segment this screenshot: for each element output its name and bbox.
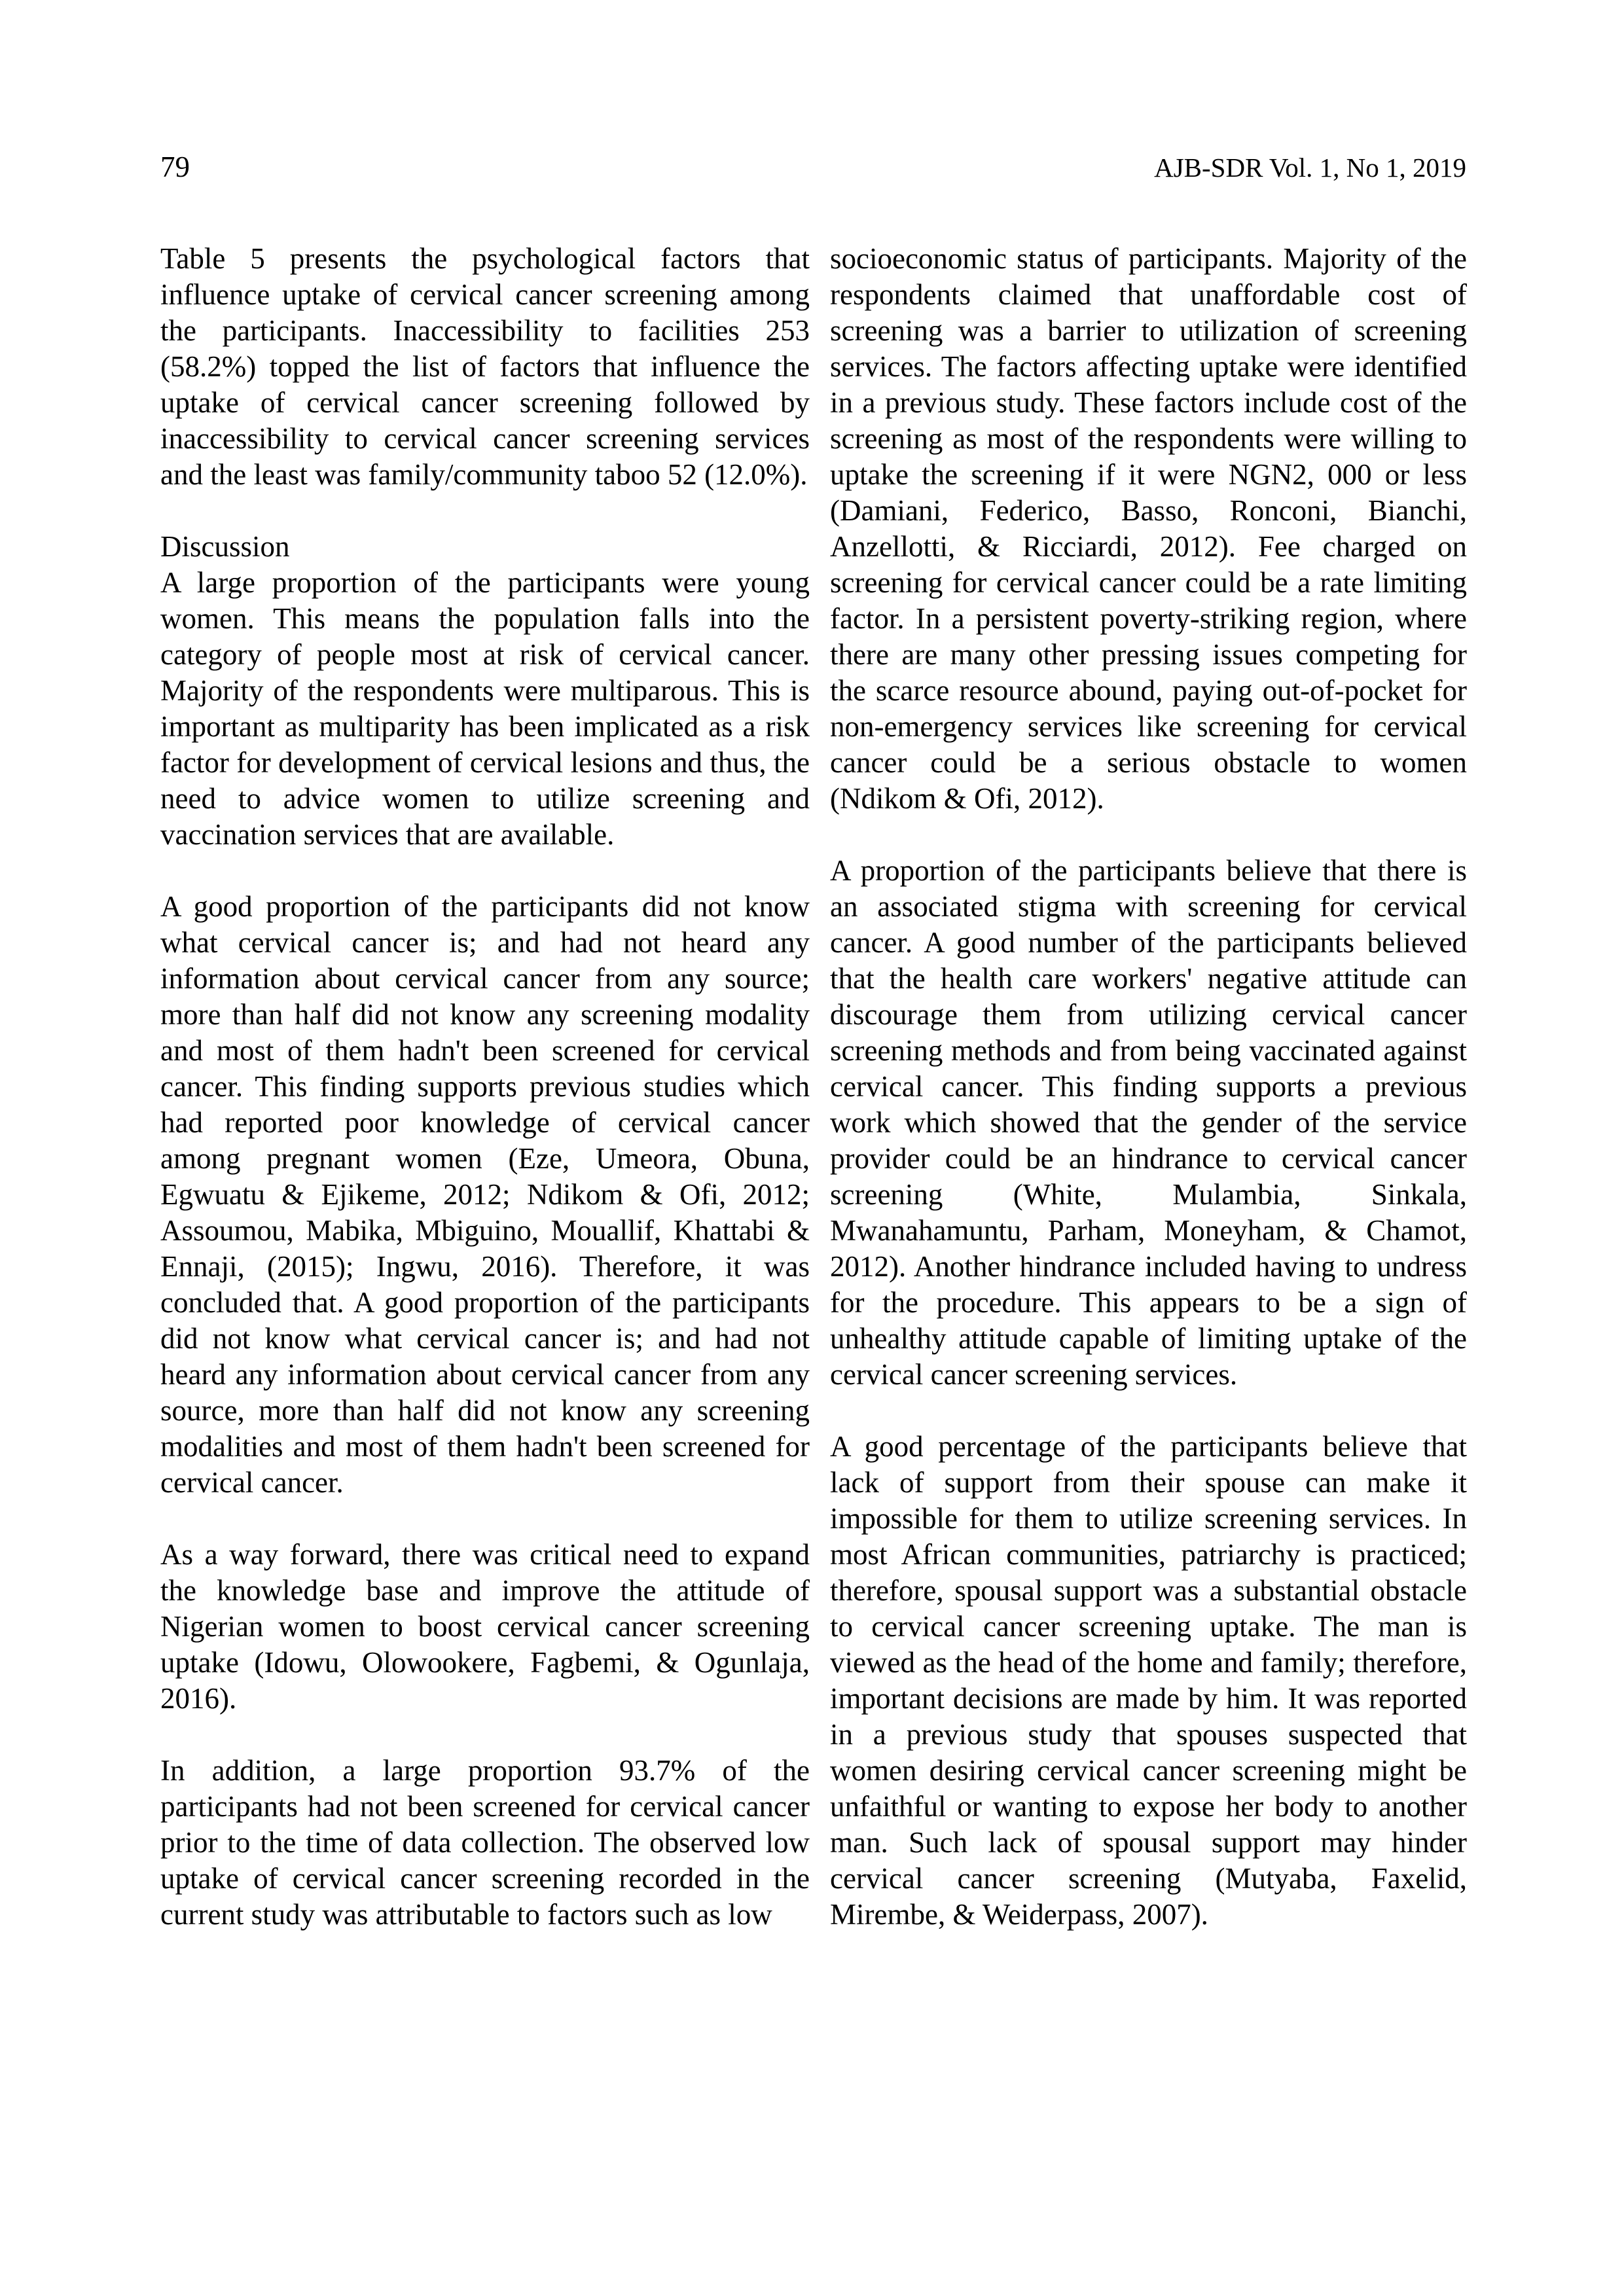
paragraph-way-forward: As a way forward, there was critical need to expand the knowledge base and improve the attitude of Nigerian women to boost cervical cancer screening uptake (Idowu, Olowookere, Fagbemi, & Ogunlaja, 2016). — [160, 1538, 810, 1715]
left-column — [160, 241, 810, 1933]
paragraph-socioeconomic-cost: socioeconomic status of participants. Majority of the respondents claimed that unaffordable cost of screening was a barrier to utilization of screening services. The factors affecting uptake were identified in a previous study. These factors include cost of the screening as most of the respondents were willing to uptake the screening if it were NGN2, 000 or less (Damiani, Federico, Basso, Ronconi, Bianchi, Anzellotti, & Ricciardi, 2012). Fee charged on screening for cervical cancer could be a rate limiting factor. In a persistent poverty-striking region, where there are many other pressing issues competing for the scarce resource abound, paying out-of-pocket for non-emergency services like screening for cervical cancer could be a serious obstacle to women (Ndikom & Ofi, 2012). — [830, 242, 1467, 815]
journal-reference: AJB-SDR Vol. 1, No 1, 2019 — [1154, 152, 1466, 183]
paragraph-knowledge-findings: A good proportion of the participants did not know what cervical cancer is; and had not heard any information about cervical cancer from any source; more than half did not know any screening modality and most of them hadn't been screened for cervical cancer. This finding supports previous studies which had reported poor knowledge of cervical cancer among pregnant women (Eze, Umeora, Obuna, Egwuatu & Ejikeme, 2012; Ndikom & Ofi, 2012; Assoumou, Mabika, Mbiguino, Mouallif, Khattabi & Ennaji, (2015); Ingwu, 2016). Therefore, it was concluded that. A good proportion of the participants did not know what cervical cancer is; and had not heard any information about cervical cancer from any source, more than half did not know any screening modalities and most of them hadn't been screened for cervical cancer. — [160, 890, 810, 1499]
right-column — [830, 241, 1467, 1933]
paragraph-stigma-attitude: A proportion of the participants believe that there is an associated stigma with screening for cervical cancer. A good number of the participants believed that the health care workers' negative attitude can discourage them from utilizing cervical cancer screening methods and from being vaccinated against cervical cancer. This finding supports a previous work which showed that the gender of the service provider could be an hindrance to cervical cancer screening (White, Mulambia, Sinkala, Mwanahamuntu, Parham, Moneyham, & Chamot, 2012). Another hindrance included having to undress for the procedure. This appears to be a sign of unhealthy attitude capable of limiting uptake of the cervical cancer screening services. — [830, 854, 1467, 1391]
paragraph-spousal-support: A good percentage of the participants believe that lack of support from their spouse can make it impossible for them to utilize screening services. In most African communities, patriarchy is practiced; therefore, spousal support was a substantial obstacle to cervical cancer screening uptake. The man is viewed as the head of the home and family; therefore, important decisions are made by him. It was reported in a previous study that spouses suspected that women desiring cervical cancer screening might be unfaithful or wanting to expose her body to another man. Such lack of spousal support may hinder cervical cancer screening (Mutyaba, Faxelid, Mirembe, & Weiderpass, 2007). — [830, 1430, 1467, 1931]
paragraph-discussion-intro: A large proportion of the participants were young women. This means the population falls into the category of people most at risk of cervical cancer. Majority of the respondents were multiparous. This is important as multiparity has been implicated as a risk factor for development of cervical lesions and thus, the need to advice women to utilize screening and vaccination services that are available. — [160, 566, 810, 851]
page-number: 79 — [160, 151, 190, 183]
section-heading-discussion: Discussion — [160, 530, 290, 563]
page-header — [160, 149, 1466, 186]
paragraph-screening-uptake: In addition, a large proportion 93.7% of the participants had not been screened for cervical cancer prior to the time of data collection. The observed low uptake of cervical cancer screening recorded in the current study was attributable to factors such as low — [160, 1754, 810, 1931]
paragraph-table5-summary: Table 5 presents the psychological factors that influence uptake of cervical cancer screening among the participants. Inaccessibility to facilities 253 (58.2%) topped the list of factors that influence the uptake of cervical cancer screening followed by inaccessibility to cervical cancer screening services and the least was family/community taboo 52 (12.0%). — [160, 242, 810, 491]
